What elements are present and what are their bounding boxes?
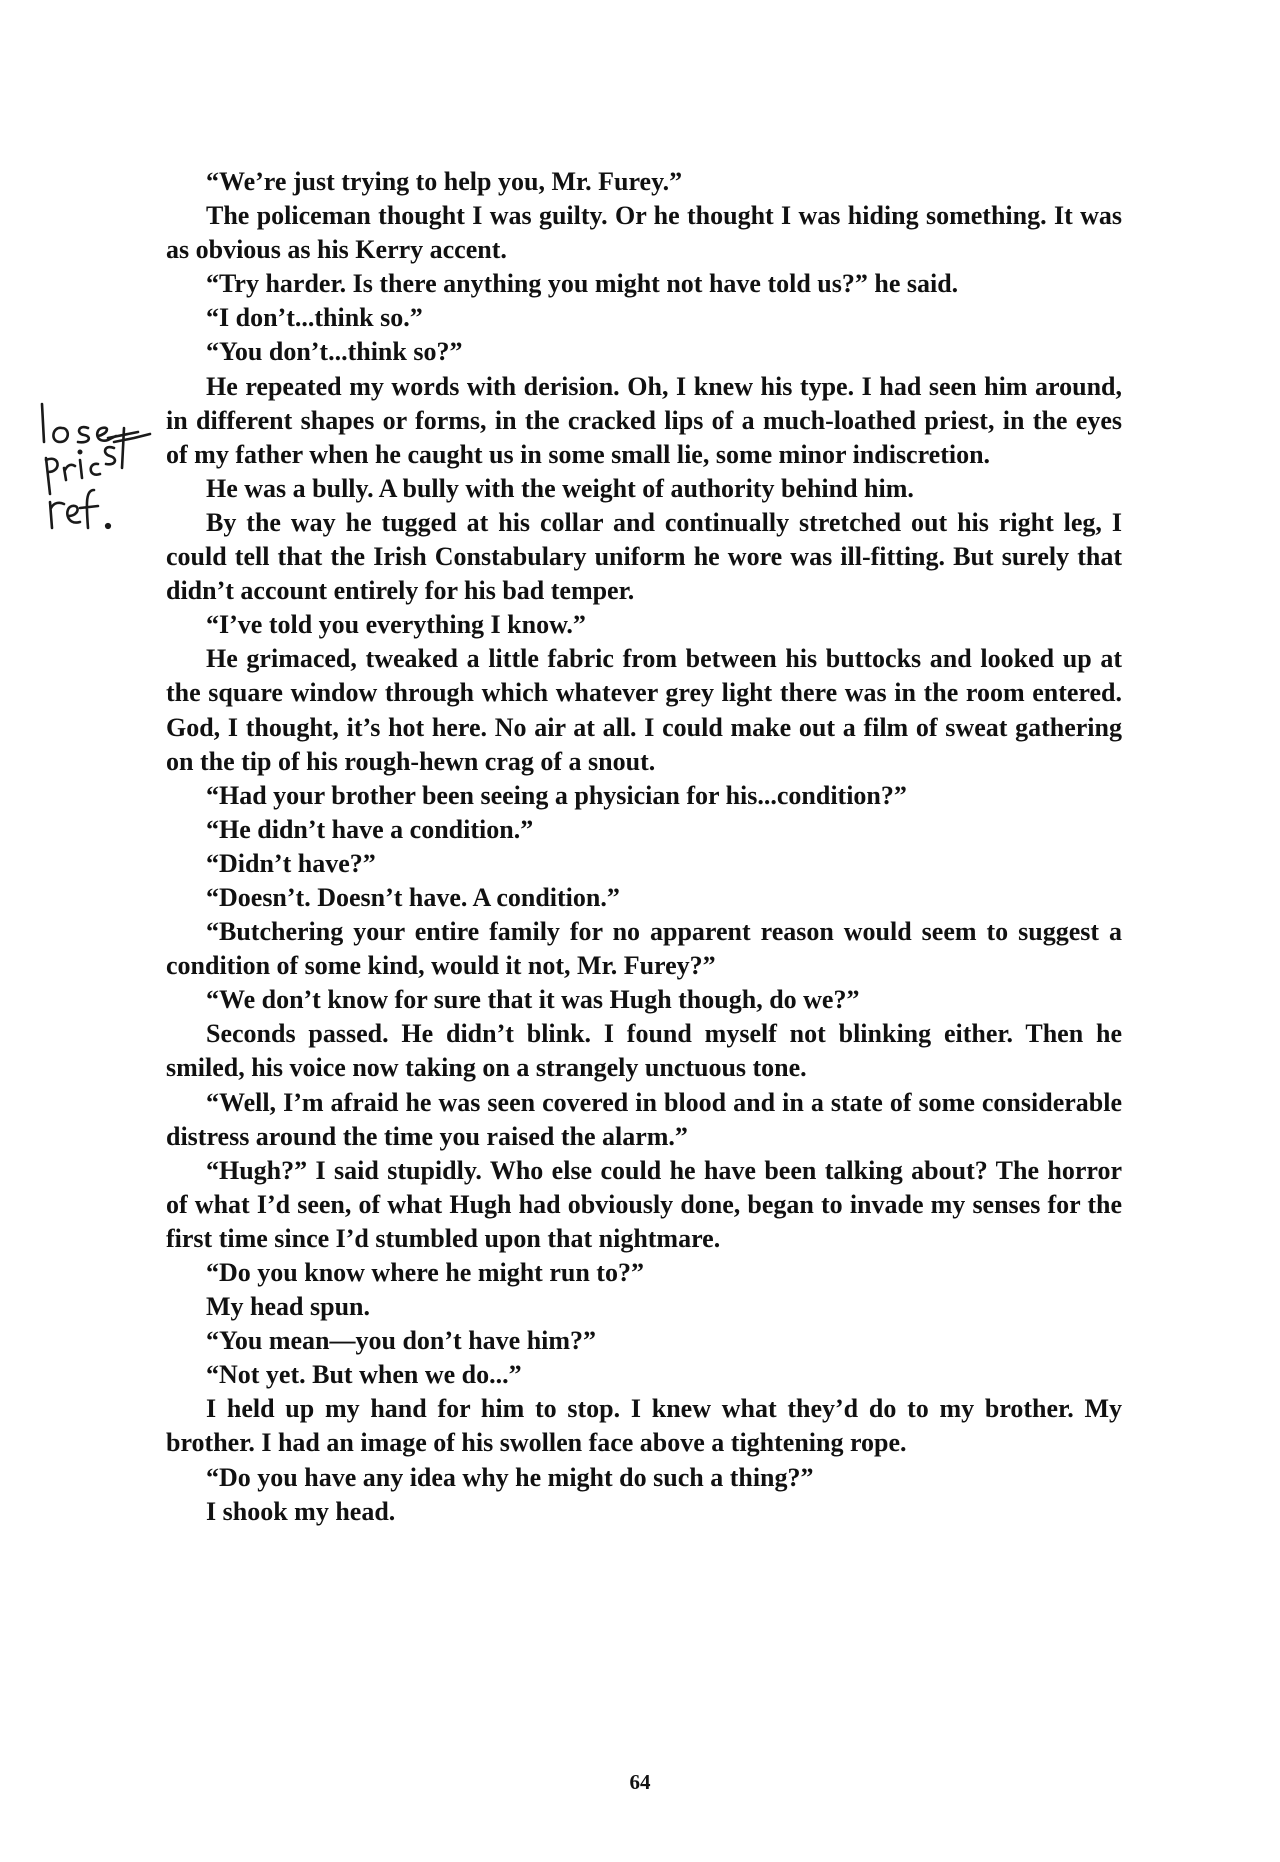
page-number: 64	[629, 1770, 651, 1794]
paragraph: He repeated my words with derision. Oh, I knew his type. I had seen him around, in different shapes or forms, in the cracked lips of a much-loathed priest, in the eyes of my father when he caught us in some small lie, some minor indiscretion.	[166, 371, 1122, 469]
paragraph: “He didn’t have a condition.”	[206, 814, 534, 844]
paragraph: “Had your brother been seeing a physician for his...condition?”	[206, 780, 907, 810]
paragraph: My head spun.	[206, 1292, 370, 1322]
paragraph: “Try harder. Is there anything you might not have told us?” he said.	[206, 269, 959, 299]
paragraph: By the way he tugged at his collar and continually stretched out his right leg, I could tell that the Irish Constabulary uniform he wore was ill-fitting. But surely that didn’t account entirely for his bad temper.	[166, 507, 1122, 606]
paragraph: “Do you have any idea why he might do such a thing?”	[206, 1462, 814, 1492]
paragraph: “We’re just trying to help you, Mr. Furey.”	[206, 167, 683, 196]
paragraph: “Butchering your entire family for no apparent reason would seem to suggest a condition of some kind, would it not, Mr. Furey?”	[166, 917, 1122, 981]
paragraph: I shook my head.	[206, 1496, 396, 1526]
paragraph: “Not yet. But when we do...”	[206, 1360, 522, 1390]
paragraph: I held up my hand for him to stop. I knew what they’d do to my brother. My brother. I had an image of his swollen face above a tightening rope.	[166, 1394, 1122, 1458]
paragraph: “You mean—you don’t have him?”	[206, 1326, 597, 1356]
handwritten-margin-note	[38, 398, 168, 558]
paragraph: The policeman thought I was guilty. Or he thought I was hiding something. It was as obvious as his Kerry accent.	[166, 201, 1122, 265]
paragraph: “Well, I’m afraid he was seen covered in blood and in a state of some considerable distress around the time you raised the alarm.”	[166, 1087, 1122, 1151]
paragraph: “Didn’t have?”	[206, 848, 376, 878]
paragraph: Seconds passed. He didn’t blink. I found myself not blinking either. Then he smiled, his voice now taking on a strangely unctuous tone.	[166, 1019, 1122, 1083]
paragraph: “Do you know where he might run to?”	[206, 1258, 644, 1287]
paragraph: “We don’t know for sure that it was Hugh though, do we?”	[206, 985, 860, 1015]
paragraph: “I don’t...think so.”	[206, 303, 423, 333]
paragraph: “I’ve told you everything I know.”	[206, 610, 586, 640]
paragraph: “Hugh?” I said stupidly. Who else could he have been talking about? The horror of what I’d seen, of what Hugh had obviously done, began to invade my senses for the first time since I’d stumbled upon that nightmare.	[166, 1155, 1122, 1253]
paragraph: He was a bully. A bully with the weight of authority behind him.	[206, 473, 914, 503]
paragraph: He grimaced, tweaked a little fabric from between his buttocks and looked up at the square window through which whatever grey light there was in the room entered. God, I thought, it’s hot here. No air at all. I could make out a film of sweat gathering on the tip of his rough-hewn crag of a snout.	[166, 644, 1122, 776]
paragraph: “You don’t...think so?”	[206, 337, 463, 367]
paragraph: “Doesn’t. Doesn’t have. A condition.”	[206, 882, 620, 912]
body-text	[166, 165, 1122, 1529]
